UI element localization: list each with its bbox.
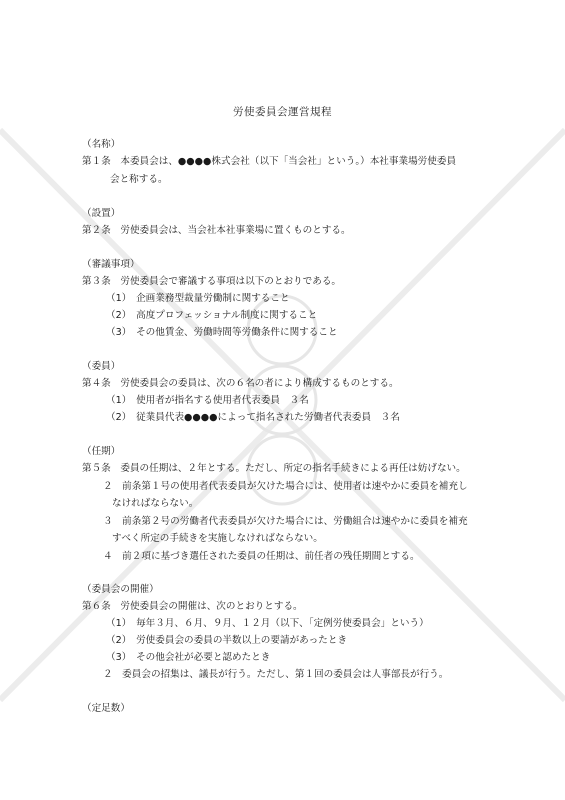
article-3-item-3: （3） その他賃金、労働時間等労働条件に関すること (106, 327, 338, 338)
article-2: 第２条 労使委員会は、当会社本社事業場に置くものとする。 (82, 225, 351, 236)
heading-deliberation: （審議事項） (82, 259, 140, 270)
article-3: 第３条 労使委員会で審議する事項は以下のとおりである。 (82, 276, 342, 287)
heading-term: （任期） (82, 446, 121, 457)
article-4: 第４条 労使委員会の委員は、次の６名の者により構成するものとする。 (82, 378, 399, 389)
article-1: 第１条 本委員会は、●●●●株式会社（以下「当会社」という。）本社事業場労使委員 (82, 156, 457, 167)
article-4-item-1: （1） 使用者が指名する使用者代表委員 ３名 (106, 395, 309, 406)
article-6: 第６条 労使委員会の開催は、次のとおりとする。 (82, 601, 303, 612)
article-5-para-2: ２ 前条第１号の使用者代表委員が欠けた場合には、使用者は速やかに委員を補充し (103, 481, 468, 492)
article-3-item-1: （1） 企画業務型裁量労働制に関すること (106, 293, 290, 304)
article-4-item-2: （2） 従業員代表●●●●によって指名された労働者代表委員 ３名 (106, 412, 400, 423)
heading-name: （名称） (82, 139, 121, 150)
article-5-para-4: ４ 前２項に基づき選任された委員の任期は、前任者の残任期間とする。 (103, 551, 420, 562)
document-title: 労使委員会運営規程 (233, 106, 332, 118)
heading-meetings: （委員会の開催） (82, 584, 159, 595)
article-6-para-2: ２ 委員会の招集は、議長が行う。ただし、第１回の委員会は人事部長が行う。 (103, 669, 449, 680)
heading-quorum: （定足数） (82, 703, 130, 714)
article-5-para-3-cont: すべく所定の手続きを実施しなければならない。 (112, 533, 323, 544)
heading-members: （委員） (82, 361, 121, 372)
article-5-para-2-cont: なければならない。 (112, 498, 199, 509)
heading-setup: （設置） (82, 208, 121, 219)
article-5: 第５条 委員の任期は、２年とする。ただし、所定の指名手続きによる再任は妨げない。 (82, 463, 466, 474)
article-6-item-1: （1） 毎年３月、６月、９月、１２月（以下、「定例労使委員会」という） (106, 618, 429, 629)
article-3-item-2: （2） 高度プロフェッショナル制度に関すること (106, 310, 318, 321)
article-6-item-3: （3） その他会社が必要と認めたとき (106, 652, 271, 663)
article-1-cont: 会と称する。 (110, 174, 168, 185)
article-5-para-3: ３ 前条第２号の労働者代表委員が欠けた場合には、労働組合は速やかに委員を補充 (103, 516, 468, 527)
article-6-item-2: （2） 労使委員会の委員の半数以上の要請があったとき (106, 635, 348, 646)
